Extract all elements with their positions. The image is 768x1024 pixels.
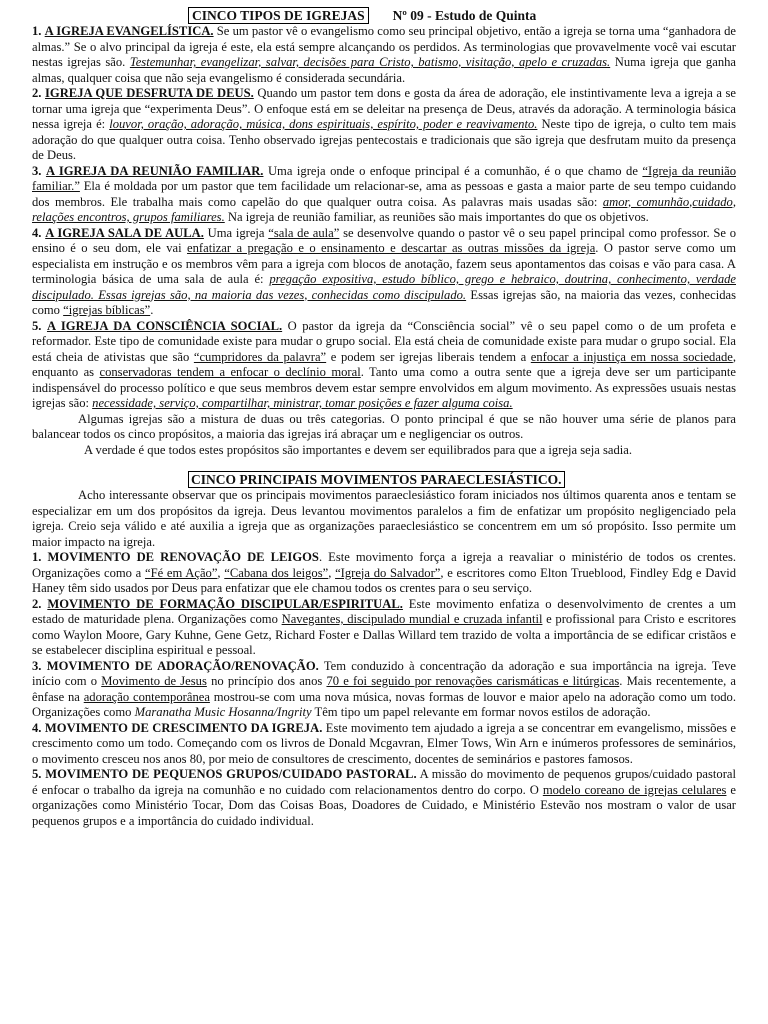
underlined-phrase: 70 e foi seguido por renovações carismáticas e litúrgicas — [326, 674, 620, 688]
underlined-phrase: modelo coreano de igrejas celulares — [542, 782, 727, 797]
section-worship-church — [32, 86, 736, 164]
movement-title: MOVIMENTO DE PEQUENOS GRUPOS/CUIDADO PASTORAL. — [45, 767, 417, 781]
movement-text: . Este movimento força a igreja a reavaliar o ministério de todos os crentes. Organizações como a — [32, 550, 737, 580]
section-classroom-church — [32, 226, 736, 319]
section-text: Ela é moldada por um pastor que tem facilidade um relacionar-se, ama as pessoas e gasta a maior parte de seu tempo cuidando dos membros. Ele trabalha mais como capelão do que qualquer outra coisa. As palavras mais usadas são: — [32, 179, 736, 209]
section-text: e podem ser igrejas liberais tendem a — [326, 349, 531, 364]
underlined-phrase: conservadoras tendem a enfocar o declínio moral — [99, 365, 361, 379]
section-text: Uma igreja onde o enfoque principal é a comunhão, é o que chamo de — [263, 163, 643, 178]
terminology-list: amor, comunhão,cuidado, relações encontros, grupos familiares. — [32, 194, 736, 224]
underlined-phrase: Navegantes, discipulado mundial e cruzada infantil — [281, 612, 543, 626]
movement-title: MOVIMENTO DE FORMAÇÃO DISCIPULAR/ESPIRITUAL. — [47, 596, 403, 611]
movement-text: , e escritores como Elton Trueblood, Findley Edg e David Haney têm sido usados por Deus para enfatizar que ele chamou todos os crentes para o seu serviço. — [32, 565, 737, 595]
section-title: A IGREJA DA REUNIÃO FAMILIAR. — [45, 163, 264, 178]
movement-laity-renewal: 1. MOVIMENTO DE RENOVAÇÃO DE LEIGOS. Este movimento força a igreja a reavaliar o ministério de todos os crentes. Organizações como a “Fé em Ação”, “Cabana dos leigos”, “Igreja do Salvador”, e escritores como Elton Trueblood, Findley Edg e David Haney têm sido usados por Deus para enfatizar que ele chamou todos os crentes para o seu serviço. — [32, 550, 737, 595]
section-number: 2. — [32, 86, 42, 100]
section-text: , enquanto as — [32, 349, 736, 379]
movement-church-growth — [32, 721, 736, 768]
section-family-church — [32, 164, 736, 226]
section-text: Numa igreja que ganha almas, qualquer coisa que não seja evangelismo é considerada secundária. — [32, 55, 737, 85]
movement-text: A missão do movimento de pequenos grupos/cuidado pastoral é enfocar o trabalho da igreja na comunhão e no cuidado com relacionamentos dentro do corpo. O — [32, 767, 736, 797]
terminology-list: louvor, oração, adoração, música, dons espirituais, espírito, poder e reavivamento. — [109, 117, 538, 131]
movement-text: e organizações como Ministério Tocar, Dom das Coisas Boas, Doadores de Cuidado, e Ministério Estevão nos mostram o valor de usar pequenos grupos e a importância do cuidado individual. — [32, 782, 736, 828]
movement-text: Este movimento tem ajudado a igreja a se concentrar em evangelismo, missões e crescimento como um todo. Começando com os livros de Donald Mcgavran, Elmer Tows, Win Arn e inúmeros professores de seminários, o movimento cresceu nos anos 80, por meio de consultores de crescimento, docentes de seminários e pastores famosos. — [32, 720, 737, 766]
section-text: Uma igreja — [203, 225, 269, 240]
terminology-list: necessidade, serviço, compartilhar, ministrar, tomar posições e fazer alguma coisa. — [92, 396, 513, 410]
organization-name: Maranatha Music Hosanna/Ingrity — [134, 705, 312, 719]
movement-text: mostrou-se com uma nova música, novas formas de louvor e maior apelo na adoração como um todo. Organizações como — [32, 689, 736, 719]
movement-text: Tem conduzido à concentração da adoração e sua importância na igreja. Teve início com o — [32, 658, 736, 688]
church-name: “sala de aula” — [268, 225, 340, 240]
terminology-list: pregação expositiva, estudo bíblico, grego e hebraico, doutrina, conhecimento, verdade discipulado. Essas igrejas são, na maioria das vezes, conhecidas como discipulado. — [32, 272, 736, 302]
document-header — [32, 8, 736, 24]
section-text: Quando um pastor tem dons e gosta da área de adoração, ele instintivamente leva a igreja a se tornar uma igreja que “experimenta Deus”. O enfoque está em se deleitar na presença de Deus, através da adoração. A terminologia básica nessa igreja é: — [32, 86, 737, 131]
section-number: 3. — [32, 163, 42, 178]
movement-worship-renewal — [32, 659, 736, 721]
section-text: Essas igrejas são, na maioria das vezes, conhecidas como — [32, 287, 736, 317]
movement-title: MOVIMENTO DE ADORAÇÃO/RENOVAÇÃO. — [46, 658, 319, 673]
section-number: 1. — [32, 24, 42, 38]
section-social-church — [32, 319, 736, 412]
document-page — [32, 8, 736, 829]
underlined-phrase: “cumpridores da palavra” — [193, 349, 327, 364]
paragraph-truth: A verdade é que todos estes propósitos são importantes e devem ser equilibrados para que a igreja seja sadia. — [84, 442, 633, 457]
church-name: “Igreja da reunião familiar.” — [32, 163, 736, 193]
section-text: . — [150, 303, 154, 317]
movement-text: Têm tipo um papel relevante em formar novos estilos de adoração. — [311, 705, 651, 719]
section-title: A IGREJA DA CONSCIÊNCIA SOCIAL. — [46, 318, 283, 333]
section-text: se desenvolve quando o pastor vê o seu papel principal como professor. Se o ensino é o seu dom, ele vai — [32, 225, 737, 255]
underlined-phrase: enfocar a injustiça em nossa sociedade — [530, 349, 733, 364]
section-title: A IGREJA SALA DE AULA. — [45, 225, 204, 240]
movement-text: e profissional para Cristo e escritores como Waylon Moore, Gary Kuhne, Gene Getz, Richard Foster e Dallas Willard tem trazido de volta a importância de se edificar cristãos e se estabelecer disciplina espiritual e pessoal. — [32, 612, 736, 657]
section-text: Na igreja de reunião familiar, as reuniões são mais importantes do que os objetivos. — [224, 210, 649, 224]
movement-text: no princípio dos anos — [206, 674, 327, 688]
terminology-list: Testemunhar, evangelizar, salvar, decisões para Cristo, batismo, visitação, apelo e cruzadas. — [129, 55, 611, 69]
organization-name: “Fé em Ação” — [144, 565, 218, 580]
organization-name: “Igreja do Salvador” — [335, 565, 441, 580]
section-text: . Tanto uma como a outra sente que a igreja deve ser um participante indispensável do processo político e que seus membros devem estar sempre envolvidos em algum movimento. As expressões usuais nestas igrejas são: — [32, 365, 737, 410]
movement-number: 3. — [32, 658, 42, 673]
movement-number: 4. — [32, 720, 42, 735]
section-title: A IGREJA EVANGELÍSTICA. — [44, 24, 214, 38]
section-text: . O pastor serve como um especialista em instrução e os membros vêm para a igreja com blocos de anotação, fazem seus apontamentos das coisas e vão para casa. A terminologia básica de uma sala de aula é: — [32, 241, 737, 286]
section-text: Se um pastor vê o evangelismo como seu principal objetivo, então a igreja se torna uma “ganhadora de almas.” Se o alvo principal da igreja é este, ela está sempre alcançando os perdidos. As terminologias que provavelmente você vai escutar nestas igrejas são. — [32, 24, 736, 69]
movement-small-groups — [32, 767, 736, 829]
underlined-phrase: adoração contemporânea — [83, 689, 210, 704]
section-evangelistic-church — [32, 24, 736, 86]
section-number: 5. — [32, 318, 42, 333]
section-text: Neste tipo de igreja, o culto tem mais adoração do que qualquer outra coisa. Tenho observado igrejas pentecostais e tradicionais que são igreja que desfrutam muito da presença de Deus. — [32, 117, 736, 162]
underlined-phrase: enfatizar a pregação e o ensinamento e descartar as outras missões da igreja — [187, 241, 596, 255]
movements-header — [32, 472, 736, 488]
paragraph-intro: Acho interessante observar que os principais movimentos paraeclesiástico foram iniciados nos últimos quarenta anos e tentam se especializar em um dos propósitos da igreja. Deus levantou movimentos paralelos a fim de enfatizar um propósito negligenciado pela igreja. Creio seja válido e até auxilia a igreja que as organizações paraeclesiástico se concentrem em um só propósito. Isso permite um maior impacto na igreja. — [32, 488, 736, 549]
underlined-phrase: Movimento de Jesus — [101, 674, 207, 688]
movement-discipleship — [32, 597, 736, 659]
movement-title: MOVIMENTO DE CRESCIMENTO DA IGREJA. — [44, 720, 323, 735]
section-title: IGREJA QUE DESFRUTA DE DEUS. — [45, 86, 254, 100]
movements-title: CINCO PRINCIPAIS MOVIMENTOS PARAECLESIÁSTICO. — [188, 471, 565, 488]
movement-title: MOVIMENTO DE RENOVAÇÃO DE LEIGOS — [47, 550, 319, 564]
movement-number: 2. — [32, 596, 42, 611]
organization-name: “Cabana dos leigos” — [224, 565, 329, 580]
movement-text: . Mais recentemente, a ênfase na — [32, 674, 736, 704]
movement-number: 5. — [32, 767, 42, 781]
section-number: 4. — [32, 225, 42, 240]
paragraph-mix: Algumas igrejas são a mistura de duas ou três categorias. O ponto principal é que se não houver uma série de planos para balancear todos os cinco propósitos, a maioria das igrejas irá abraçar um e negligenciar os outros. — [32, 411, 736, 441]
section-text: O pastor da igreja da “Consciência social” vê o seu papel como o de um profeta e reformador. Este tipo de comunidade existe para mudar o grupo social. Ela está cheia de comunidade existe para mudar o grupo social. Ela está cheia de ativistas que são — [32, 318, 736, 364]
header-title: CINCO TIPOS DE IGREJAS — [188, 7, 369, 24]
movement-text: Este movimento enfatiza o desenvolvimento de crentes a um estado de maturidade plena. Organizações como — [32, 596, 736, 626]
movement-number: 1. — [32, 550, 42, 564]
church-name: “igrejas bíblicas” — [63, 303, 151, 317]
header-subtitle: Nº 09 - Estudo de Quinta — [392, 8, 537, 23]
